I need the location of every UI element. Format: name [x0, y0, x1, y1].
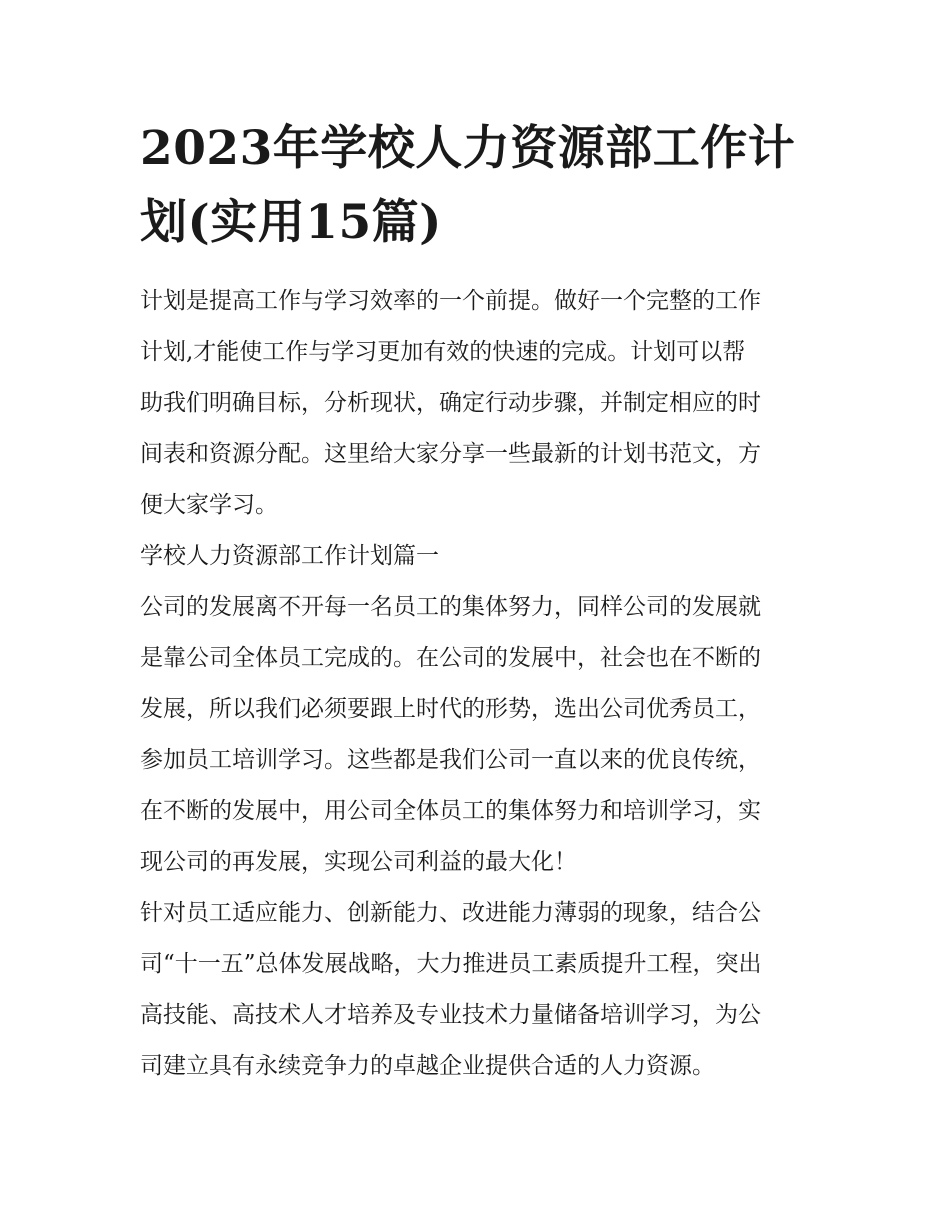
text-line: 针对员工适应能力、创新能力、改进能力薄弱的现象，结合公 — [140, 900, 761, 926]
section-heading: 学校人力资源部工作计划篇一 — [140, 543, 439, 569]
text-line: 发展，所以我们必须要跟上时代的形势，选出公司优秀员工， — [140, 696, 761, 722]
text-line: 司建立具有永续竞争力的卓越企业提供合适的人力资源。 — [140, 1053, 715, 1079]
text-line: 计划,才能使工作与学习更加有效的快速的完成。计划可以帮 — [140, 339, 746, 365]
text-line: 公司的发展离不开每一名员工的集体努力，同样公司的发展就 — [140, 594, 761, 620]
text-line: 参加员工培训学习。这些都是我们公司一直以来的优良传统， — [140, 747, 761, 773]
text-line: 便大家学习。 — [140, 492, 278, 518]
text-line: 现公司的再发展，实现公司利益的最大化！ — [140, 849, 577, 875]
text-line: 在不断的发展中，用公司全体员工的集体努力和培训学习，实 — [140, 798, 761, 824]
text-line: 计划是提高工作与学习效率的一个前提。做好一个完整的工作 — [140, 288, 761, 314]
intro-paragraph — [140, 276, 830, 531]
text-line: 司“十一五”总体发展战略，大力推进员工素质提升工程，突出 — [140, 951, 762, 977]
paragraph — [140, 582, 830, 888]
paragraph — [140, 888, 830, 1092]
title-line: 2023年学校人力资源部工作计 — [140, 121, 796, 176]
page-title — [140, 112, 830, 260]
text-line: 间表和资源分配。这里给大家分享一些最新的计划书范文，方 — [140, 441, 761, 467]
text-line: 高技能、高技术人才培养及专业技术力量储备培训学习，为公 — [140, 1002, 761, 1028]
text-line: 助我们明确目标，分析现状，确定行动步骤，并制定相应的时 — [140, 390, 761, 416]
document-body — [140, 276, 830, 1092]
text-line: 是靠公司全体员工完成的。在公司的发展中，社会也在不断的 — [140, 645, 761, 671]
title-line: 划(实用15篇) — [140, 195, 442, 250]
